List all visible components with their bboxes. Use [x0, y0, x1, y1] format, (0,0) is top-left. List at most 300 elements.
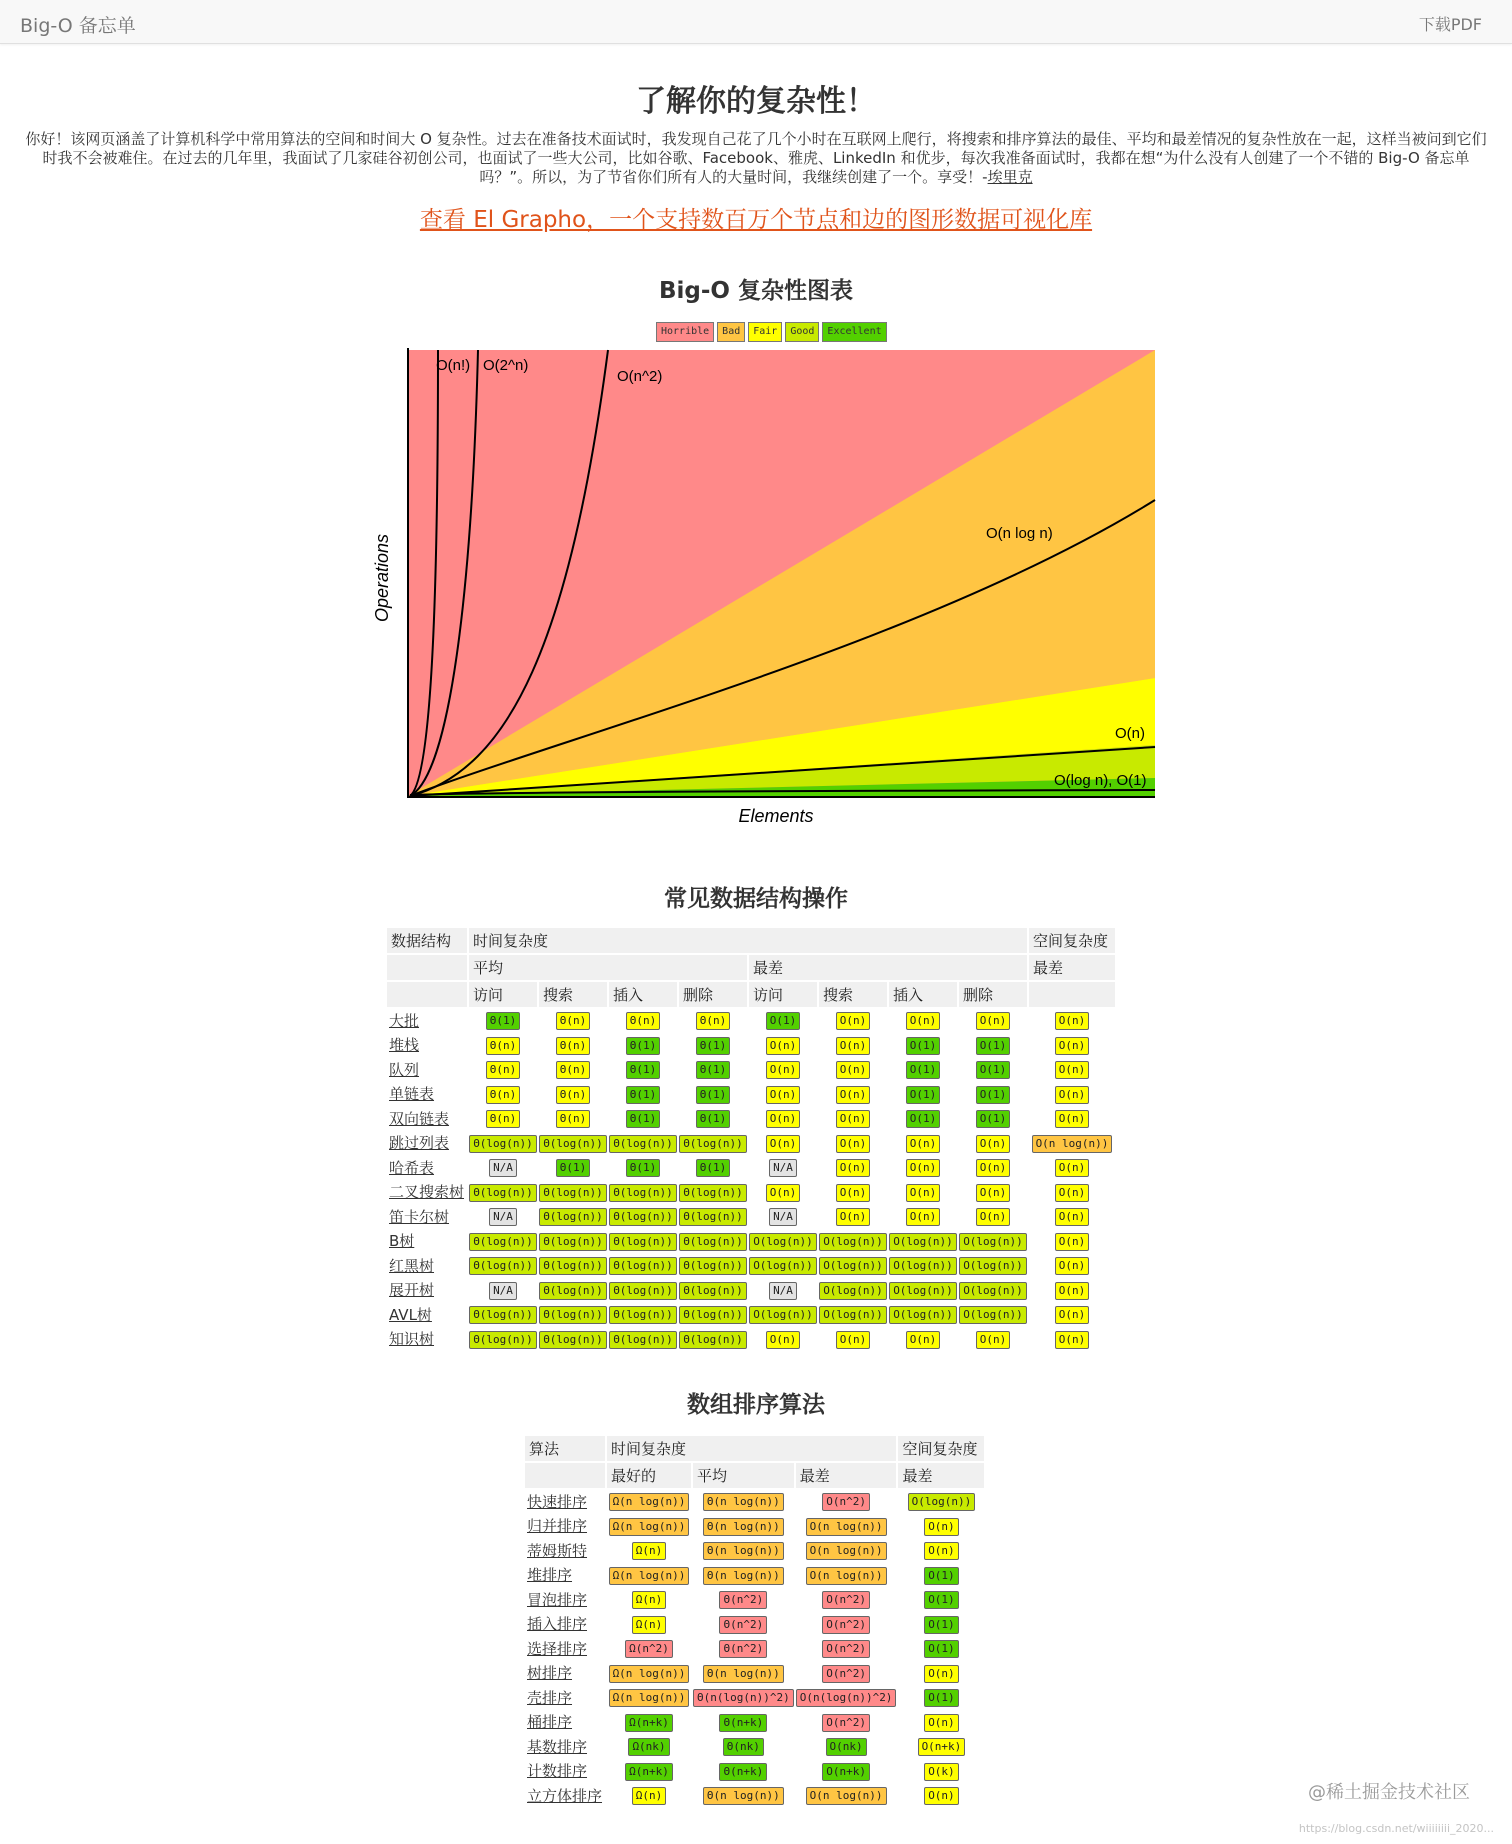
complexity-badge: Θ(n)	[556, 1037, 591, 1055]
complexity-cell	[749, 1058, 817, 1081]
complexity-badge: Θ(n log(n))	[703, 1665, 784, 1683]
complexity-cell	[796, 1686, 897, 1709]
complexity-badge: O(1)	[976, 1037, 1011, 1055]
complexity-badge: Θ(n log(n))	[703, 1542, 784, 1560]
complexity-badge: O(log(n))	[889, 1257, 957, 1275]
complexity-badge: O(1)	[976, 1110, 1011, 1128]
complexity-cell	[539, 1034, 607, 1057]
complexity-cell	[819, 1034, 887, 1057]
complexity-cell	[609, 1303, 677, 1326]
complexity-badge: O(n)	[976, 1208, 1011, 1226]
complexity-cell	[539, 1132, 607, 1155]
complexity-badge: O(log(n))	[959, 1282, 1027, 1300]
complexity-cell	[889, 1058, 957, 1081]
complexity-cell	[693, 1735, 794, 1758]
complexity-badge: Ω(n log(n))	[609, 1567, 690, 1585]
complexity-cell	[609, 1279, 677, 1302]
complexity-cell	[889, 1279, 957, 1302]
complexity-badge: O(n)	[906, 1135, 941, 1153]
complexity-badge: Θ(n log(n))	[703, 1493, 784, 1511]
complexity-badge: O(k)	[924, 1763, 959, 1781]
table-row	[387, 1328, 1115, 1351]
complexity-badge: O(n)	[1055, 1257, 1090, 1275]
complexity-cell	[539, 1328, 607, 1351]
complexity-badge: Θ(log(n))	[609, 1306, 677, 1324]
complexity-badge: O(n^2)	[822, 1714, 870, 1732]
complexity-cell	[898, 1613, 984, 1636]
complexity-cell	[749, 1132, 817, 1155]
row-name-cell	[387, 1279, 467, 1302]
row-name-link[interactable]: 基数排序	[527, 1737, 588, 1756]
complexity-badge: O(n log(n))	[806, 1518, 887, 1536]
complexity-badge: O(1)	[924, 1567, 959, 1585]
complexity-cell	[607, 1711, 691, 1734]
complexity-badge: Θ(n+k)	[719, 1714, 767, 1732]
row-name-link[interactable]: 知识树	[389, 1330, 435, 1349]
complexity-cell	[469, 1107, 537, 1130]
legend-fair: Fair	[748, 322, 782, 342]
complexity-badge: O(n)	[836, 1135, 871, 1153]
complexity-badge: Θ(log(n))	[469, 1184, 537, 1202]
row-name-link[interactable]: 树排序	[527, 1664, 573, 1683]
complexity-badge: O(n)	[906, 1208, 941, 1226]
complexity-badge: Ω(n)	[632, 1542, 667, 1560]
complexity-cell	[819, 1230, 887, 1253]
row-name-cell	[387, 1328, 467, 1351]
header-insert: 插入	[889, 982, 957, 1007]
sorts-table-body	[525, 1490, 984, 1807]
watermark-url: https://blog.csdn.net/wiiiiiiii_2020...	[1298, 1822, 1494, 1835]
row-name-link[interactable]: 插入排序	[527, 1615, 588, 1634]
row-name-link[interactable]: 队列	[389, 1060, 420, 1079]
complexity-badge: O(1)	[906, 1086, 941, 1104]
complexity-cell	[607, 1760, 691, 1783]
complexity-badge: O(n)	[976, 1012, 1011, 1030]
table-row	[525, 1637, 984, 1660]
header-data-structure: 数据结构	[387, 928, 467, 953]
complexity-cell	[1029, 1156, 1115, 1179]
complexity-badge: O(n^2)	[822, 1665, 870, 1683]
row-name-link[interactable]: B树	[389, 1232, 415, 1251]
author-link[interactable]: 埃里克	[987, 168, 1033, 186]
row-name-link[interactable]: 二叉搜索树	[389, 1183, 465, 1202]
header-space-worst: 最差	[1029, 955, 1115, 980]
complexity-badge: O(log(n))	[908, 1493, 976, 1511]
table-row	[387, 1009, 1115, 1032]
row-name-link[interactable]: 大批	[389, 1011, 420, 1030]
complexity-cell	[679, 1083, 747, 1106]
complexity-badge: Θ(log(n))	[469, 1306, 537, 1324]
complexity-cell	[607, 1784, 691, 1807]
complexity-cell	[607, 1735, 691, 1758]
row-name-cell	[387, 1181, 467, 1204]
complexity-cell	[539, 1181, 607, 1204]
table-row	[387, 1156, 1115, 1179]
complexity-cell	[469, 1279, 537, 1302]
complexity-cell	[796, 1784, 897, 1807]
row-name-link[interactable]: 计数排序	[527, 1762, 588, 1781]
complexity-badge: Θ(n)	[486, 1037, 521, 1055]
complexity-cell	[693, 1784, 794, 1807]
complexity-cell	[679, 1132, 747, 1155]
row-name-link[interactable]: 归并排序	[527, 1517, 588, 1536]
complexity-cell	[609, 1058, 677, 1081]
complexity-cell	[749, 1034, 817, 1057]
complexity-badge: O(1)	[906, 1037, 941, 1055]
header-delete: 删除	[679, 982, 747, 1007]
complexity-badge: Θ(n log(n))	[703, 1567, 784, 1585]
complexity-cell	[539, 1009, 607, 1032]
complexity-badge: O(log(n))	[749, 1306, 817, 1324]
row-name-link[interactable]: 蒂姆斯特	[527, 1541, 588, 1560]
complexity-badge: Ω(n)	[632, 1787, 667, 1805]
header-space-worst: 最差	[898, 1463, 984, 1488]
complexity-badge: N/A	[489, 1159, 517, 1177]
complexity-cell	[609, 1254, 677, 1277]
complexity-badge: O(n)	[766, 1061, 801, 1079]
complexity-badge: O(n)	[766, 1110, 801, 1128]
complexity-badge: Θ(n log(n))	[703, 1787, 784, 1805]
complexity-badge: Θ(log(n))	[539, 1331, 607, 1349]
header-blank	[387, 982, 467, 1007]
table-row	[525, 1760, 984, 1783]
el-grapho-link[interactable]: 查看 El Grapho，一个支持数百万个节点和边的图形数据可视化库	[419, 207, 1093, 233]
complexity-badge: O(n)	[976, 1331, 1011, 1349]
complexity-badge: O(1)	[924, 1640, 959, 1658]
complexity-badge: O(n)	[836, 1037, 871, 1055]
complexity-cell	[889, 1303, 957, 1326]
complexity-badge: Θ(1)	[626, 1086, 661, 1104]
complexity-badge: Ω(n log(n))	[609, 1689, 690, 1707]
table-row	[387, 1058, 1115, 1081]
row-name-link[interactable]: 笛卡尔树	[389, 1207, 450, 1226]
header-space-complexity: 空间复杂度	[898, 1436, 984, 1461]
row-name-link[interactable]: 堆栈	[389, 1036, 420, 1055]
ops-table-body	[387, 1009, 1115, 1350]
complexity-cell	[898, 1735, 984, 1758]
complexity-cell	[959, 1156, 1027, 1179]
complexity-badge: O(n)	[924, 1787, 959, 1805]
complexity-badge: O(n^2)	[822, 1640, 870, 1658]
header-best: 最好的	[607, 1463, 691, 1488]
complexity-cell	[819, 1181, 887, 1204]
complexity-badge: Θ(1)	[696, 1086, 731, 1104]
complexity-badge: O(n)	[766, 1331, 801, 1349]
label-log-constant: O(log n), O(1)	[1054, 772, 1147, 789]
table-row	[387, 1132, 1115, 1155]
table-row	[525, 1711, 984, 1734]
complexity-cell	[693, 1760, 794, 1783]
complexity-cell	[539, 1107, 607, 1130]
complexity-cell	[796, 1662, 897, 1685]
complexity-cell	[796, 1588, 897, 1611]
row-name-link[interactable]: 壳排序	[527, 1688, 573, 1707]
table-row	[525, 1784, 984, 1807]
complexity-cell	[539, 1230, 607, 1253]
complexity-cell	[539, 1156, 607, 1179]
complexity-badge: O(n)	[766, 1037, 801, 1055]
complexity-cell	[607, 1515, 691, 1538]
complexity-badge: O(nk)	[826, 1738, 867, 1756]
header-worst: 最差	[796, 1463, 897, 1488]
complexity-badge: Θ(n)	[556, 1086, 591, 1104]
complexity-badge: Θ(n^2)	[719, 1640, 767, 1658]
row-name-cell	[525, 1662, 605, 1685]
row-name-cell	[387, 1230, 467, 1253]
complexity-badge: O(1)	[924, 1591, 959, 1609]
header-average: 平均	[469, 955, 747, 980]
complexity-badge: Θ(n)	[556, 1012, 591, 1030]
complexity-cell	[959, 1058, 1027, 1081]
complexity-badge: O(log(n))	[959, 1233, 1027, 1251]
complexity-badge: Ω(n+k)	[625, 1714, 673, 1732]
complexity-badge: Ω(n)	[632, 1591, 667, 1609]
complexity-badge: O(1)	[906, 1110, 941, 1128]
complexity-badge: Θ(log(n))	[539, 1257, 607, 1275]
row-name-link[interactable]: 红黑树	[389, 1256, 435, 1275]
complexity-cell	[819, 1156, 887, 1179]
complexity-cell	[749, 1009, 817, 1032]
complexity-badge: Ω(nk)	[628, 1738, 669, 1756]
complexity-badge: Θ(n^2)	[719, 1591, 767, 1609]
row-name-link[interactable]: 双向链表	[389, 1109, 450, 1128]
complexity-badge: Ω(n^2)	[625, 1640, 673, 1658]
row-name-link[interactable]: 桶排序	[527, 1713, 573, 1732]
complexity-badge: Θ(1)	[626, 1061, 661, 1079]
complexity-badge: Θ(n)	[486, 1086, 521, 1104]
complexity-cell	[1029, 1230, 1115, 1253]
page-title: 了解你的复杂性！	[636, 84, 876, 119]
big-o-complexity-chart	[370, 340, 1170, 830]
complexity-cell	[539, 1303, 607, 1326]
complexity-cell	[539, 1083, 607, 1106]
watermark: @稀土掘金技术社区	[1308, 1782, 1470, 1803]
complexity-badge: Ω(n)	[632, 1616, 667, 1634]
complexity-badge: Θ(n log(n))	[703, 1518, 784, 1536]
complexity-cell	[898, 1564, 984, 1587]
row-name-cell	[387, 1303, 467, 1326]
complexity-cell	[889, 1328, 957, 1351]
complexity-badge: O(log(n))	[819, 1282, 887, 1300]
complexity-badge: Ω(n log(n))	[609, 1665, 690, 1683]
complexity-cell	[796, 1490, 897, 1513]
complexity-cell	[898, 1515, 984, 1538]
complexity-badge: O(n)	[836, 1159, 871, 1177]
row-name-link[interactable]: 选择排序	[527, 1639, 588, 1658]
brand-title[interactable]: Big-O 备忘单	[20, 15, 136, 37]
complexity-cell	[679, 1107, 747, 1130]
complexity-badge: Θ(1)	[486, 1012, 521, 1030]
complexity-cell	[607, 1662, 691, 1685]
row-name-cell	[387, 1156, 467, 1179]
complexity-cell	[679, 1058, 747, 1081]
complexity-cell	[959, 1107, 1027, 1130]
chart-section-title: Big-O 复杂性图表	[659, 278, 853, 304]
complexity-cell	[469, 1181, 537, 1204]
row-name-link[interactable]: AVL树	[389, 1305, 432, 1324]
complexity-badge: Θ(log(n))	[539, 1184, 607, 1202]
complexity-cell	[819, 1107, 887, 1130]
complexity-cell	[469, 1254, 537, 1277]
complexity-cell	[959, 1328, 1027, 1351]
complexity-badge: O(n)	[1055, 1110, 1090, 1128]
complexity-badge: O(n)	[1055, 1233, 1090, 1251]
complexity-cell	[749, 1328, 817, 1351]
complexity-cell	[749, 1156, 817, 1179]
legend-horrible: Horrible	[656, 322, 714, 342]
complexity-badge: O(n)	[906, 1331, 941, 1349]
complexity-cell	[749, 1083, 817, 1106]
row-name-link[interactable]: 堆排序	[527, 1566, 573, 1585]
complexity-cell	[679, 1328, 747, 1351]
complexity-cell	[607, 1539, 691, 1562]
complexity-badge: O(log(n))	[819, 1306, 887, 1324]
row-name-cell	[525, 1490, 605, 1513]
complexity-badge: Θ(log(n))	[539, 1233, 607, 1251]
complexity-badge: Θ(1)	[556, 1159, 591, 1177]
complexity-badge: Θ(n)	[556, 1061, 591, 1079]
row-name-cell	[387, 1083, 467, 1106]
complexity-cell	[749, 1303, 817, 1326]
table-row	[387, 1181, 1115, 1204]
complexity-badge: O(n log(n))	[1032, 1135, 1113, 1153]
complexity-cell	[898, 1539, 984, 1562]
table-row	[525, 1686, 984, 1709]
complexity-badge: O(n)	[976, 1159, 1011, 1177]
complexity-cell	[679, 1181, 747, 1204]
complexity-badge: Θ(log(n))	[609, 1331, 677, 1349]
row-name-cell	[525, 1564, 605, 1587]
complexity-badge: O(n log(n))	[806, 1787, 887, 1805]
complexity-cell	[889, 1107, 957, 1130]
complexity-cell	[693, 1613, 794, 1636]
label-linear: O(n)	[1115, 725, 1145, 742]
complexity-badge: O(n)	[766, 1086, 801, 1104]
header-blank	[1029, 982, 1115, 1007]
complexity-cell	[679, 1156, 747, 1179]
complexity-cell	[1029, 1205, 1115, 1228]
complexity-cell	[819, 1328, 887, 1351]
complexity-badge: Θ(1)	[696, 1061, 731, 1079]
complexity-cell	[796, 1735, 897, 1758]
intro-paragraph	[20, 130, 1492, 187]
complexity-cell	[898, 1637, 984, 1660]
complexity-cell	[1029, 1083, 1115, 1106]
row-name-link[interactable]: 哈希表	[389, 1158, 435, 1177]
complexity-cell	[749, 1205, 817, 1228]
complexity-cell	[607, 1490, 691, 1513]
complexity-cell	[607, 1637, 691, 1660]
complexity-cell	[469, 1205, 537, 1228]
download-pdf-link[interactable]: 下载PDF	[1418, 15, 1482, 34]
complexity-badge: N/A	[769, 1159, 797, 1177]
complexity-cell	[796, 1637, 897, 1660]
complexity-cell	[679, 1230, 747, 1253]
row-name-link[interactable]: 立方体排序	[527, 1786, 603, 1805]
complexity-badge: Θ(log(n))	[679, 1135, 747, 1153]
complexity-cell	[796, 1711, 897, 1734]
complexity-cell	[898, 1490, 984, 1513]
row-name-cell	[525, 1686, 605, 1709]
label-exponential: O(2^n)	[483, 357, 529, 374]
row-name-link[interactable]: 冒泡排序	[527, 1590, 588, 1609]
complexity-badge: Θ(log(n))	[469, 1257, 537, 1275]
complexity-cell	[609, 1107, 677, 1130]
complexity-badge: Θ(1)	[626, 1110, 661, 1128]
complexity-cell	[898, 1784, 984, 1807]
row-name-cell	[525, 1539, 605, 1562]
complexity-badge: Θ(nk)	[723, 1738, 764, 1756]
table-row	[525, 1662, 984, 1685]
complexity-cell	[607, 1686, 691, 1709]
complexity-badge: O(log(n))	[819, 1233, 887, 1251]
complexity-cell	[898, 1662, 984, 1685]
complexity-badge: O(n)	[1055, 1061, 1090, 1079]
complexity-cell	[819, 1058, 887, 1081]
complexity-badge: Θ(log(n))	[469, 1331, 537, 1349]
complexity-badge: Θ(1)	[696, 1110, 731, 1128]
complexity-badge: O(n)	[836, 1208, 871, 1226]
complexity-badge: O(n+k)	[822, 1763, 870, 1781]
complexity-badge: O(n)	[906, 1012, 941, 1030]
complexity-badge: O(n)	[924, 1665, 959, 1683]
row-name-link[interactable]: 跳过列表	[389, 1134, 450, 1153]
header-search: 搜索	[539, 982, 607, 1007]
header-time-complexity: 时间复杂度	[469, 928, 1027, 953]
complexity-badge: Ω(n log(n))	[609, 1493, 690, 1511]
row-name-link[interactable]: 快速排序	[527, 1492, 588, 1511]
complexity-badge: O(n)	[906, 1184, 941, 1202]
complexity-badge: Θ(log(n))	[539, 1208, 607, 1226]
complexity-badge: O(n)	[836, 1086, 871, 1104]
complexity-badge: O(n)	[976, 1184, 1011, 1202]
complexity-cell	[469, 1058, 537, 1081]
row-name-link[interactable]: 单链表	[389, 1085, 435, 1104]
complexity-cell	[1029, 1107, 1115, 1130]
complexity-cell	[819, 1205, 887, 1228]
table-row	[387, 1230, 1115, 1253]
complexity-badge: Θ(log(n))	[609, 1184, 677, 1202]
table-row	[387, 1107, 1115, 1130]
header-worst: 最差	[749, 955, 1027, 980]
row-name-cell	[525, 1613, 605, 1636]
complexity-badge: O(n)	[836, 1061, 871, 1079]
x-axis-label: Elements	[738, 806, 814, 826]
legend-excellent: Excellent	[822, 322, 886, 342]
label-factorial: O(n!)	[436, 357, 471, 374]
table-row	[387, 1303, 1115, 1326]
complexity-cell	[469, 1230, 537, 1253]
row-name-cell	[387, 1132, 467, 1155]
complexity-badge: O(n^2)	[822, 1493, 870, 1511]
promo-banner	[0, 201, 1512, 234]
complexity-cell	[889, 1254, 957, 1277]
row-name-link[interactable]: 展开树	[389, 1281, 435, 1300]
y-axis-label: Operations	[372, 533, 392, 623]
label-quadratic: O(n^2)	[617, 368, 663, 385]
table-row	[387, 1254, 1115, 1277]
complexity-legend	[656, 322, 887, 342]
complexity-badge: O(log(n))	[959, 1306, 1027, 1324]
complexity-cell	[693, 1588, 794, 1611]
complexity-badge: Θ(log(n))	[469, 1233, 537, 1251]
complexity-cell	[1029, 1058, 1115, 1081]
complexity-badge: O(1)	[924, 1689, 959, 1707]
complexity-cell	[607, 1564, 691, 1587]
row-name-cell	[525, 1515, 605, 1538]
complexity-badge: Θ(1)	[626, 1159, 661, 1177]
header-algorithm: 算法	[525, 1436, 605, 1461]
